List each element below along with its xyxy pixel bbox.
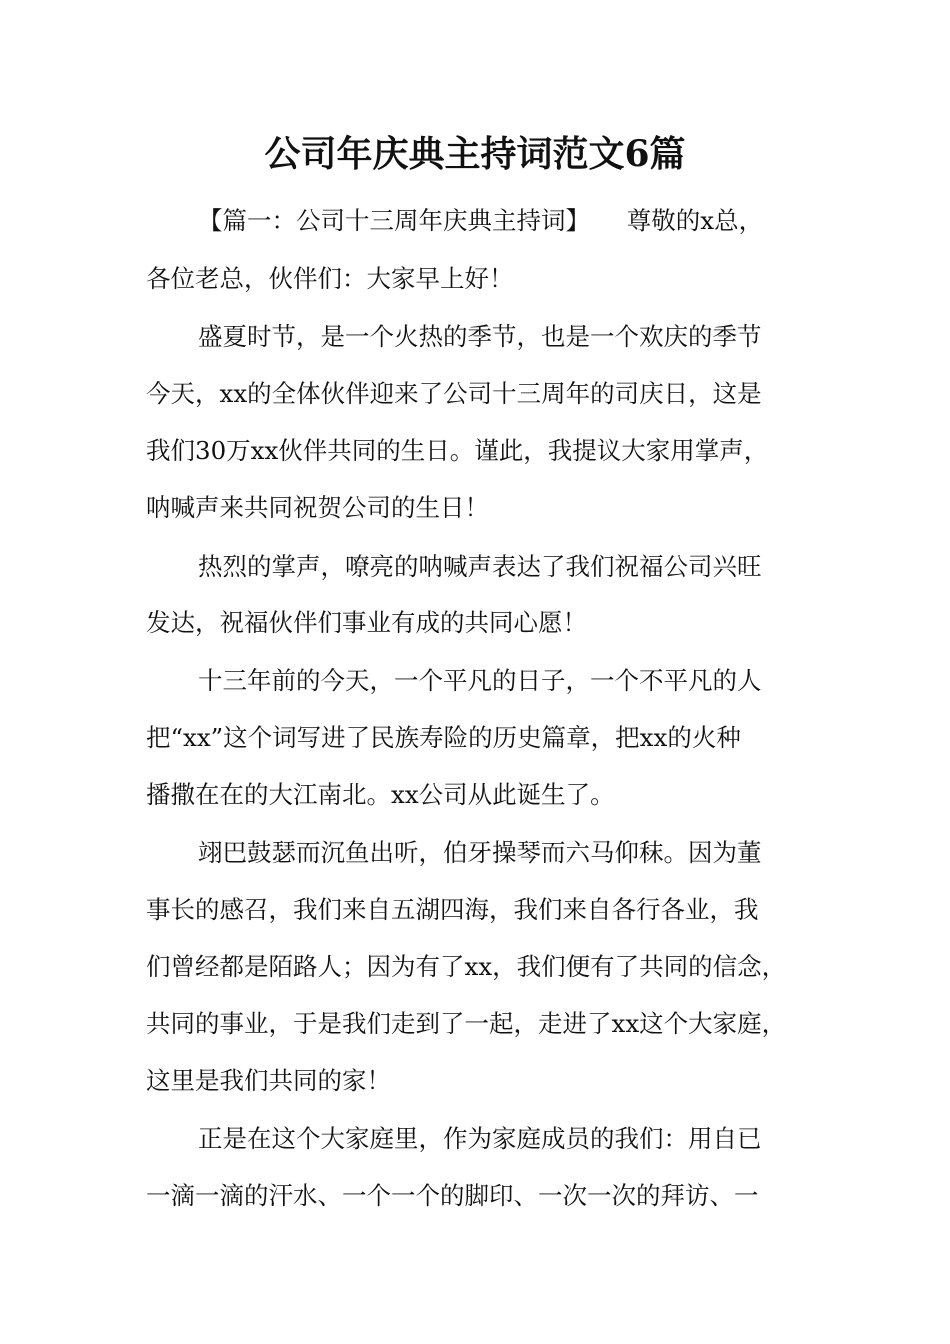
text-line: 播撒在在的大江南北。xx公司从此诞生了。 bbox=[146, 780, 615, 809]
text-line: 翊巴鼓瑟而沉鱼出听，伯牙操琴而六马仰秣。因为董 bbox=[198, 838, 762, 867]
text-line: 正是在这个大家庭里，作为家庭成员的我们：用自已 bbox=[198, 1124, 762, 1153]
text-line: 共同的事业，于是我们走到了一起，走进了xx这个大家庭， bbox=[146, 1009, 787, 1038]
text-line: 各位老总，伙伴们：大家早上好！ bbox=[146, 264, 514, 293]
document-title: 公司年庆典主持词范文6篇 bbox=[264, 133, 686, 175]
text-line: 十三年前的今天，一个平凡的日子，一个不平凡的人 bbox=[198, 666, 762, 695]
text-line: 把“xx”这个词写进了民族寿险的历史篇章，把xx的火种 bbox=[146, 723, 741, 752]
text-line: 热烈的掌声，嘹亮的呐喊声表达了我们祝福公司兴旺 bbox=[198, 552, 762, 581]
text-line: 这里是我们共同的家！ bbox=[146, 1066, 391, 1095]
text-line: 一滴一滴的汗水、一个一个的脚印、一次一次的拜访、一 bbox=[146, 1181, 759, 1210]
text-line: 今天，xx的全体伙伴迎来了公司十三周年的司庆日，这是 bbox=[146, 379, 762, 408]
text-line: 们曾经都是陌路人；因为有了xx，我们便有了共同的信念， bbox=[146, 952, 787, 981]
text-line: 盛夏时节，是一个火热的季节，也是一个欢庆的季节 bbox=[198, 322, 762, 351]
text-line: 我们30万xx伙伴共同的生日。谨此，我提议大家用掌声， bbox=[146, 436, 769, 465]
text-line: 【篇一：公司十三周年庆典主持词】 尊敬的x总， bbox=[198, 206, 764, 235]
text-line: 呐喊声来共同祝贺公司的生日！ bbox=[146, 493, 489, 522]
text-line: 事长的感召，我们来自五湖四海，我们来自各行各业，我 bbox=[146, 895, 759, 924]
text-line: 发达，祝福伙伴们事业有成的共同心愿！ bbox=[146, 608, 587, 637]
